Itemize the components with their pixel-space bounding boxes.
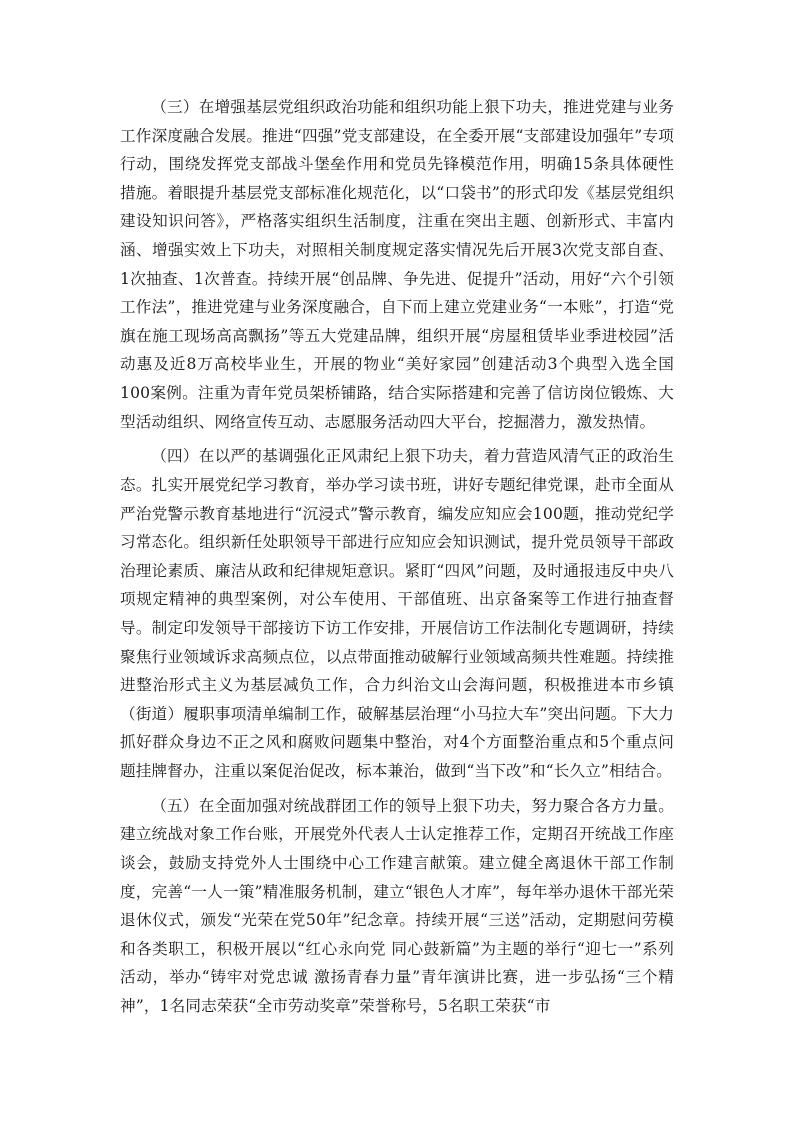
paragraph-section-3: （三）在增强基层党组织政治功能和组织功能上狠下功夫，推进党建与业务工作深度融合发展。推进“四强”党支部建设，在全委开展“支部建设加强年”专项行动，围绕发挥党支部战斗堡垒作用和党员先锋模范作用，明确15条具体硬性措施。着眼提升基层党支部标准化规范化，以“口袋书”的形式印发《基层党组织建设知识问答》，严格落实组织生活制度，注重在突出主题、创新形式、丰富内涵、增强实效上下功夫，对照相关制度规定落实情况先后开展3次党支部自查、1次抽查、1次普查。持续开展“创品牌、争先进、促提升”活动，用好“六个引领工作法”，推进党建与业务深度融合，自下而上建立党建业务“一本账”，打造“党旗在施工现场高高飘扬”等五大党建品牌，组织开展“房屋租赁毕业季进校园”活动惠及近8万高校毕业生，开展的物业“美好家园”创建活动3个典型入选全国100案例。注重为青年党员架桥铺路，结合实际搭建和完善了信访岗位锻炼、大型活动组织、网络宣传互动、志愿服务活动四大平台，挖掘潜力，激发热情。	[120, 98, 674, 431]
document-body	[120, 93, 674, 1027]
paragraph-section-4: （四）在以严的基调强化正风肃纪上狠下功夫，着力营造风清气正的政治生态。扎实开展党纪学习教育，举办学习读书班，讲好专题纪律党课，赴市全面从严治党警示教育基地进行“沉浸式”警示教育，编发应知应会100题，推动党纪学习常态化。组织新任处职领导干部进行应知应会知识测试，提升党员领导干部政治理论素质、廉洁从政和纪律规矩意识。紧盯“四风”问题，及时通报违反中央八项规定精神的典型案例，对公车使用、干部值班、出京备案等工作进行抽查督导。制定印发领导干部接访下访工作安排，开展信访工作法制化专题调研，持续聚焦行业领域诉求高频点位，以点带面推动破解行业领域高频共性难题。持续推进整治形式主义为基层减负工作，合力纠治文山会海问题，积极推进本市乡镇（街道）履职事项清单编制工作，破解基层治理“小马拉大车”突出问题。下大力抓好群众身边不正之风和腐败问题集中整治，对4个方面整治重点和5个重点问题挂牌督办，注重以案促治促改，标本兼治，做到“当下改”和“长久立”相结合。	[120, 447, 674, 780]
paragraph-section-5: （五）在全面加强对统战群团工作的领导上狠下功夫，努力聚合各方力量。建立统战对象工作台账，开展党外代表人士认定推荐工作，定期召开统战工作座谈会，鼓励支持党外人士围绕中心工作建言献策。建立健全离退休干部工作制度，完善“一人一策”精准服务机制，建立“银色人才库”，每年举办退休干部光荣退休仪式，颁发“光荣在党50年”纪念章。持续开展“三送”活动，定期慰问劳模和各类职工，积极开展以“红心永向党 同心鼓新篇”为主题的举行“迎七一”系列活动，举办“铸牢对党忠诚 激扬青春力量”青年演讲比赛，进一步弘扬“三个精神”，1名同志荣获“全市劳动奖章”荣誉称号，5名职工荣获“市	[120, 796, 674, 1015]
